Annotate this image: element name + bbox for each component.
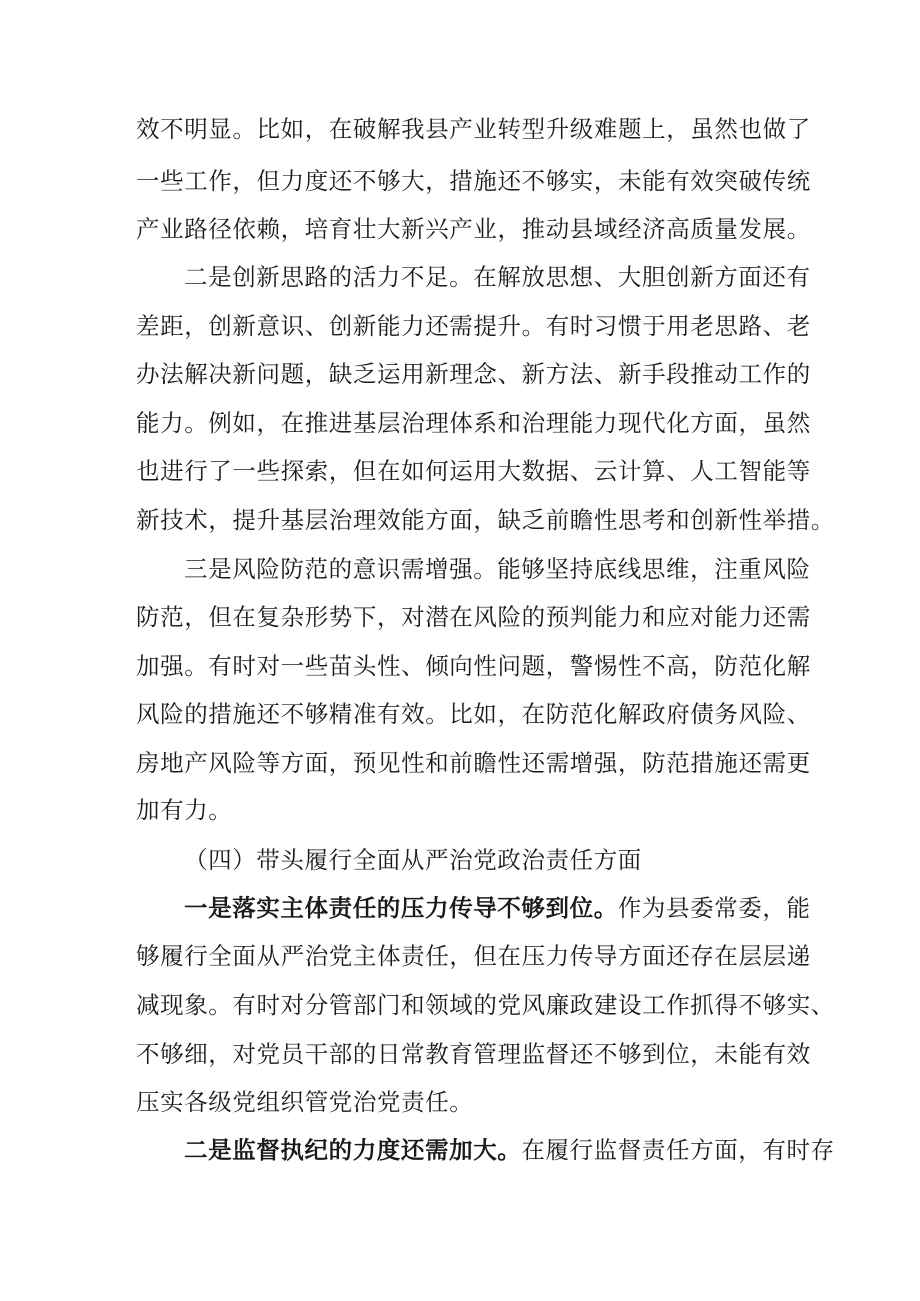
paragraph-line [184, 1135, 844, 1165]
bold-lead-phrase: 二是监督执纪的力度还需加大。 [184, 1136, 522, 1164]
paragraph-line: 房地产风险等方面，预见性和前瞻性还需增强，防范措施还需更 [136, 749, 811, 777]
paragraph-line: 不够细，对党员干部的日常教育管理监督还不够到位，未能有效 [136, 1040, 811, 1068]
paragraph-line: 风险的措施还不够精准有效。比如，在防范化解政府债务风险、 [136, 700, 811, 728]
paragraph-line: 办法解决新问题，缺乏运用新理念、新方法、新手段推动工作的 [136, 360, 811, 388]
paragraph-line: 差距，创新意识、创新能力还需提升。有时习惯于用老思路、老 [136, 312, 811, 340]
paragraph-line: 能力。例如，在推进基层治理体系和治理能力现代化方面，虽然 [136, 409, 811, 437]
paragraph-line: 加强。有时对一些苗头性、倾向性问题，警惕性不高，防范化解 [136, 652, 811, 680]
bold-lead-phrase: 一是落实主体责任的压力传导不够到位。 [184, 894, 618, 922]
paragraph-line: 减现象。有时对分管部门和领域的党风廉政建设工作抓得不够实、 [136, 991, 835, 1019]
paragraph-line: 加有力。 [136, 796, 233, 824]
paragraph-line: 一些工作，但力度还不够大，措施还不够实，未能有效突破传统 [136, 167, 811, 195]
paragraph-line: 三是风险防范的意识需增强。能够坚持底线思维，注重风险 [184, 555, 811, 583]
paragraph-line: 效不明显。比如，在破解我县产业转型升级难题上，虽然也做了 [136, 115, 811, 143]
paragraph-line: 防范，但在复杂形势下，对潜在风险的预判能力和应对能力还需 [136, 603, 811, 631]
paragraph-text: 在履行监督责任方面，有时存 [521, 1136, 835, 1164]
paragraph-line: 也进行了一些探索，但在如何运用大数据、云计算、人工智能等 [136, 457, 811, 485]
paragraph-line [184, 893, 844, 923]
paragraph-line: 产业路径依赖，培育壮大新兴产业，推动县域经济高质量发展。 [136, 215, 811, 243]
paragraph-line: 二是创新思路的活力不足。在解放思想、大胆创新方面还有 [184, 263, 811, 291]
paragraph-line: 够履行全面从严治党主体责任，但在压力传导方面还存在层层递 [136, 942, 811, 970]
paragraph-line: 压实各级党组织管党治党责任。 [136, 1088, 474, 1116]
section-heading: （四）带头履行全面从严治党政治责任方面 [184, 846, 642, 874]
paragraph-line: 新技术，提升基层治理效能方面，缺乏前瞻性思考和创新性举措。 [136, 506, 835, 534]
paragraph-text: 作为县委常委，能 [617, 894, 811, 922]
